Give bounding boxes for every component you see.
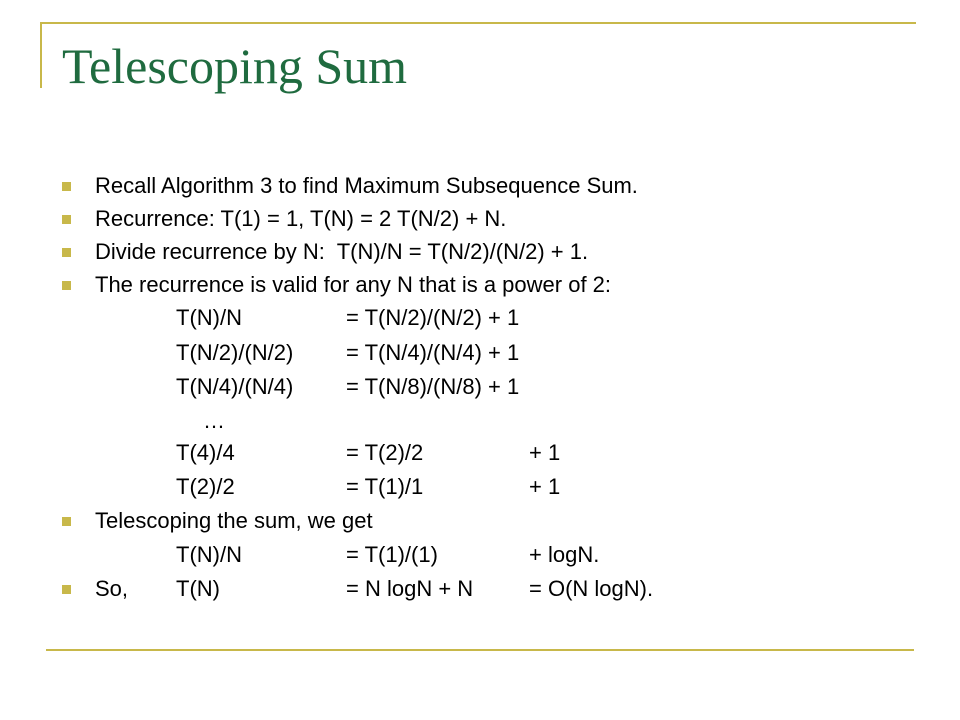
bullet-text: The recurrence is valid for any N that is a power of 2: <box>95 272 612 297</box>
bullet-text: Telescoping the sum, we get <box>95 508 373 533</box>
bullet-marker <box>62 215 71 224</box>
equation-rhs: = T(N/4)/(N/4) + 1 <box>346 340 520 365</box>
bullet-text: Recall Algorithm 3 to find Maximum Subsequence Sum. <box>95 173 638 198</box>
bullet-marker <box>62 585 71 594</box>
slide-title: Telescoping Sum <box>62 38 408 94</box>
bullet-marker <box>62 517 71 526</box>
conclusion-extra: = O(N logN). <box>529 576 654 601</box>
equation-lhs: T(N/2)/(N/2) <box>176 340 294 365</box>
equation-ellipsis: … <box>203 408 225 433</box>
equation-lhs: T(N)/N <box>176 305 242 330</box>
bullet-marker <box>62 182 71 191</box>
conclusion-lhs: T(N) <box>176 576 220 601</box>
bullet-text: Divide recurrence by N: T(N)/N = T(N/2)/(N/2) + 1. <box>95 239 589 264</box>
equation-rhs: = T(1)/(1) <box>346 542 438 567</box>
equation-extra: + 1 <box>529 474 561 499</box>
equation-extra: + logN. <box>529 542 600 567</box>
equation-lhs: T(4)/4 <box>176 440 235 465</box>
equation-extra: + 1 <box>529 440 561 465</box>
equation-rhs: = T(N/2)/(N/2) + 1 <box>346 305 520 330</box>
equation-rhs: = T(2)/2 <box>346 440 424 465</box>
bullet-text: Recurrence: T(1) = 1, T(N) = 2 T(N/2) + N. <box>95 206 507 231</box>
conclusion-rhs: = N logN + N <box>346 576 474 601</box>
equation-rhs: = T(1)/1 <box>346 474 424 499</box>
equation-rhs: = T(N/8)/(N/8) + 1 <box>346 374 520 399</box>
equation-lhs: T(N/4)/(N/4) <box>176 374 294 399</box>
bullet-marker <box>62 281 71 290</box>
bullet-marker <box>62 248 71 257</box>
equation-lhs: T(2)/2 <box>176 474 235 499</box>
equation-lhs: T(N)/N <box>176 542 242 567</box>
conclusion-prefix: So, <box>95 576 129 601</box>
